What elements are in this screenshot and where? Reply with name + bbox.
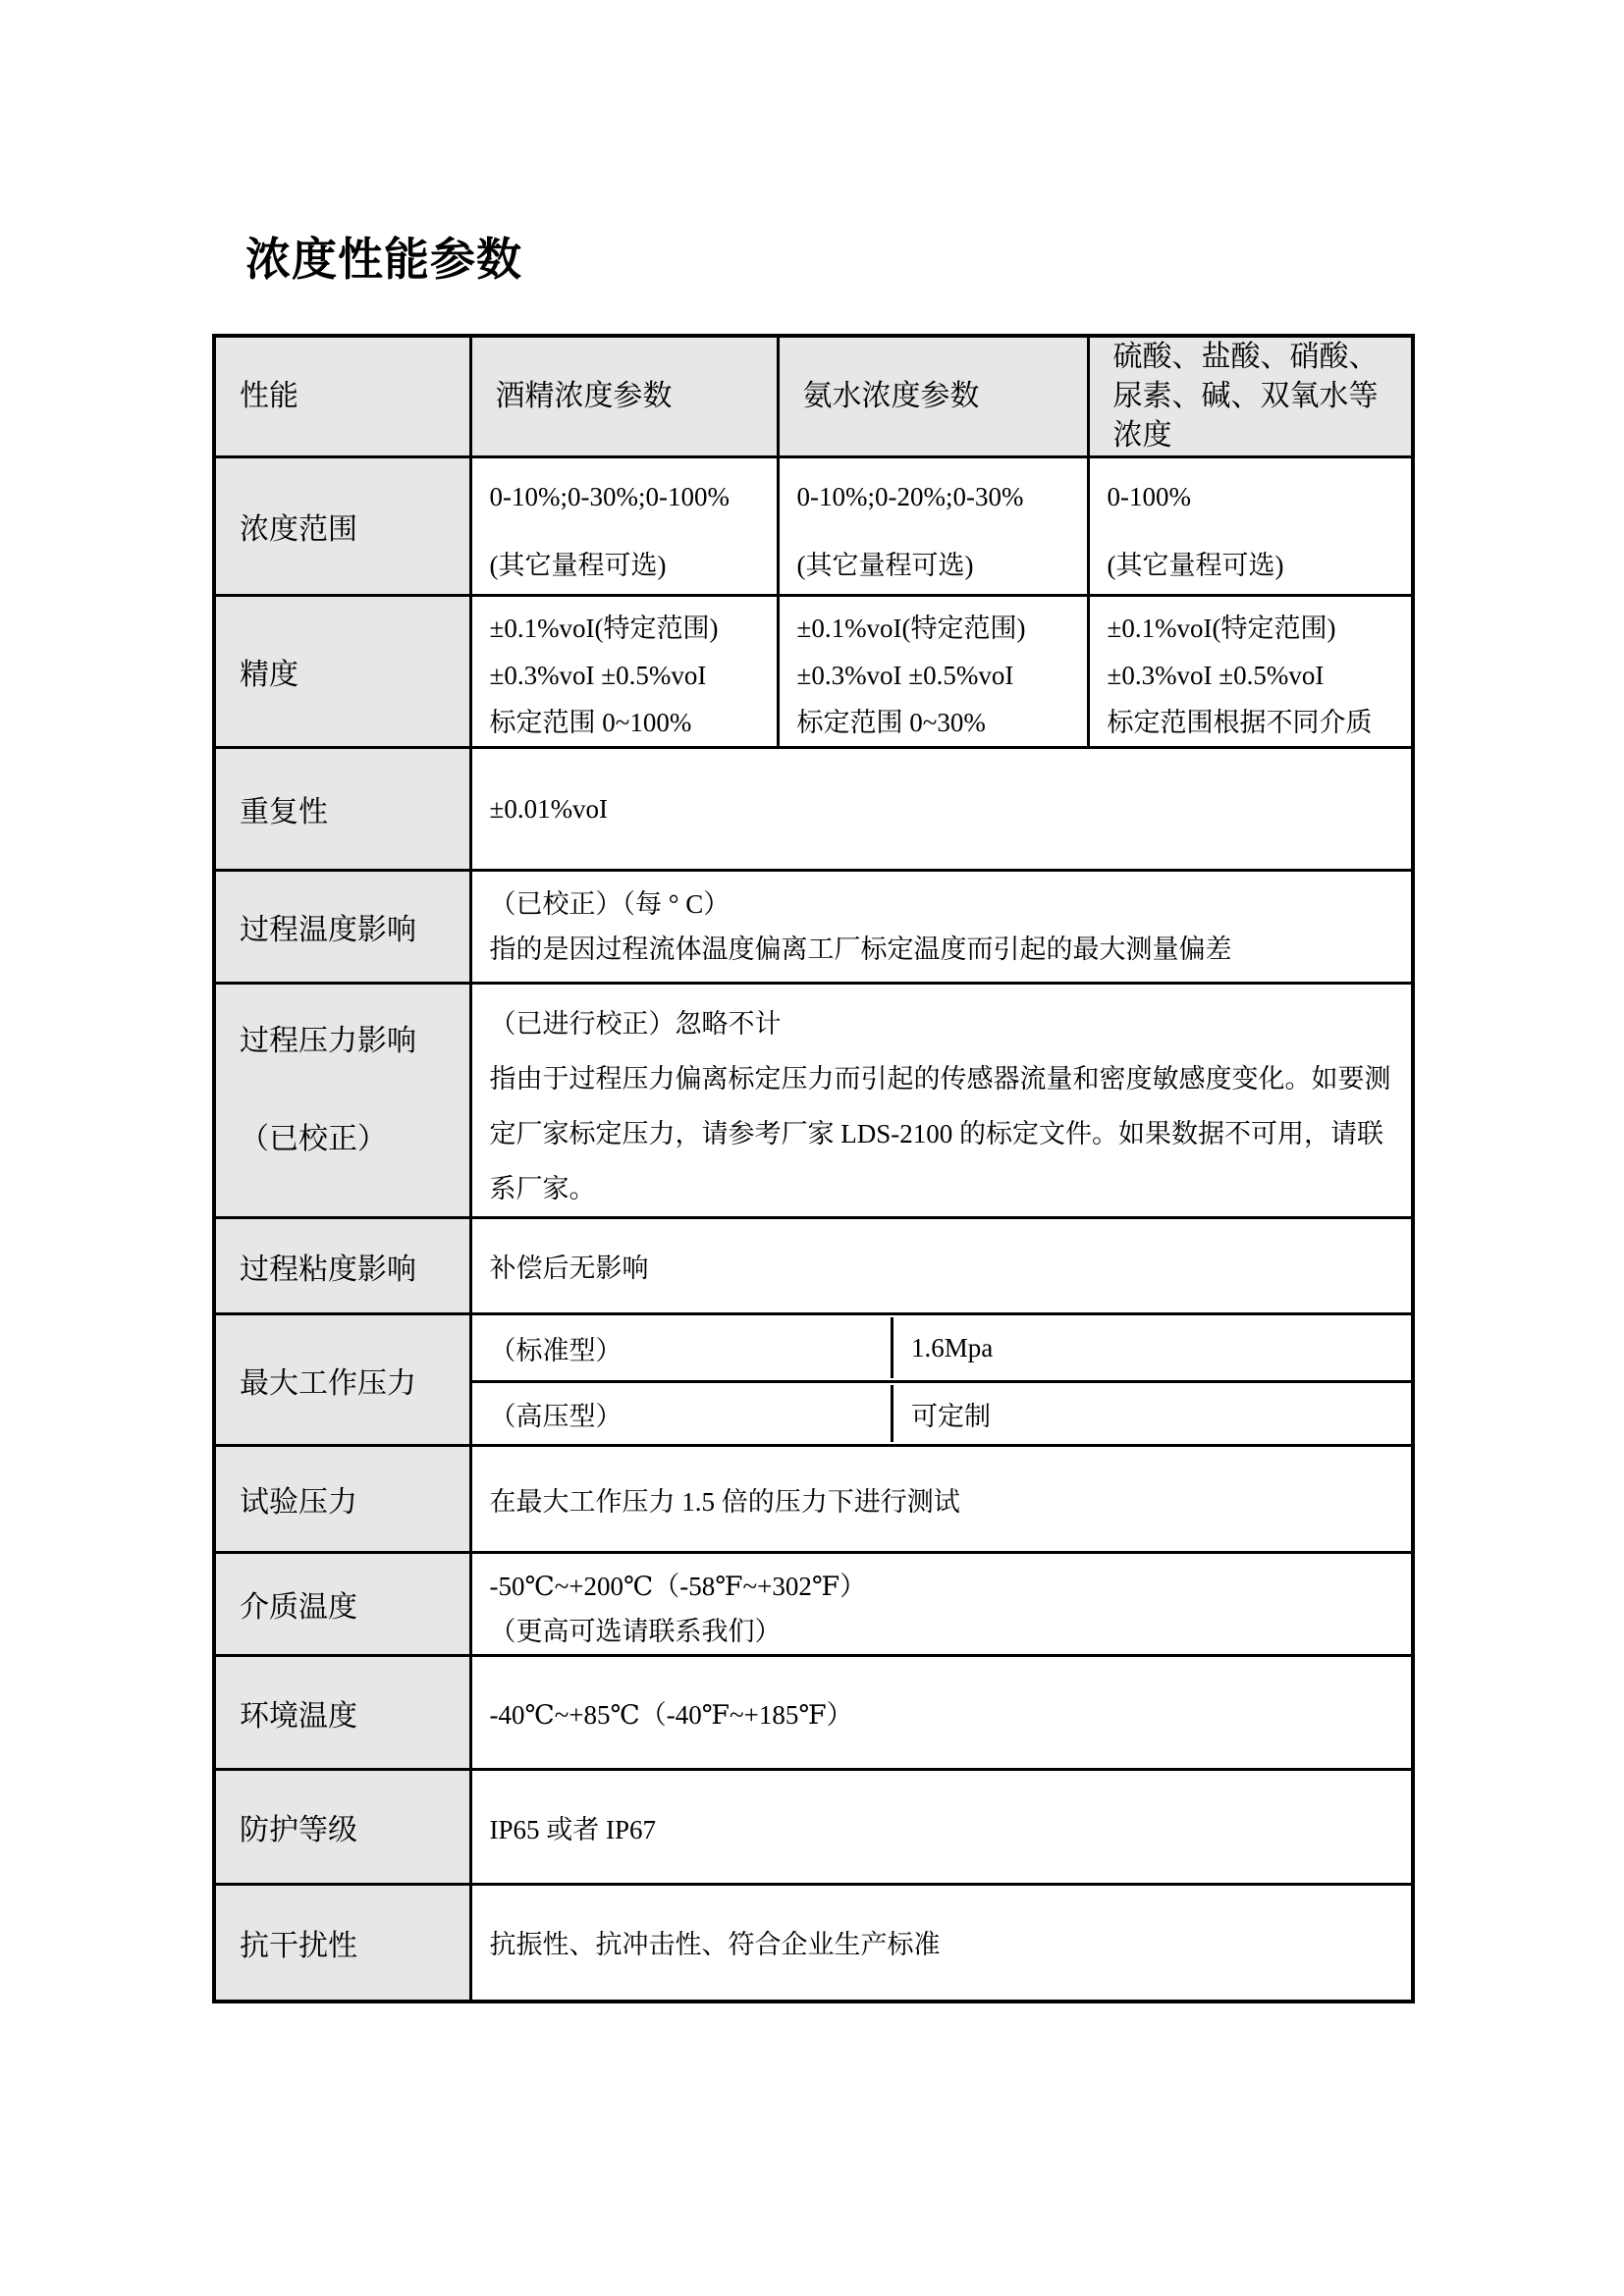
accuracy-alcohol-cell	[470, 596, 778, 748]
medium-temp-label: 介质温度	[214, 1553, 470, 1656]
range-label: 浓度范围	[214, 457, 470, 596]
viscosity-effect-value: 补偿后无影响	[470, 1218, 1413, 1314]
row-repeatability	[214, 748, 1413, 871]
accuracy-acids-cell	[1088, 596, 1413, 748]
max-pressure-standard-type: （标准型）	[472, 1317, 893, 1378]
repeatability-label: 重复性	[214, 748, 470, 871]
row-process-temp-effect	[214, 871, 1413, 984]
row-ambient-temp	[214, 1656, 1413, 1770]
max-pressure-label: 最大工作压力	[214, 1314, 470, 1446]
accuracy-alcohol-line3: 标定范围 0~100%	[489, 708, 692, 737]
row-medium-temp	[214, 1553, 1413, 1656]
page-title: 浓度性能参数	[245, 235, 522, 285]
range-acids-line2: (其它量程可选)	[1107, 551, 1284, 580]
max-pressure-high-cell	[470, 1382, 1413, 1446]
pressure-effect-label-line1: 过程压力影响	[240, 1025, 416, 1057]
header-acids: 硫酸、盐酸、硝酸、尿素、碱、双氧水等浓度	[1088, 336, 1413, 457]
medium-temp-line1: -50℃~+200℃（-58℉~+302℉）	[489, 1572, 867, 1601]
max-pressure-standard-cell	[470, 1314, 1413, 1382]
max-pressure-standard-value: 1.6Mpa	[910, 1332, 994, 1362]
accuracy-alcohol-line2: ±0.3%voI ±0.5%voI	[489, 661, 707, 690]
protection-label: 防护等级	[214, 1770, 470, 1885]
row-process-pressure-effect	[214, 984, 1413, 1218]
accuracy-ammonia-cell	[778, 596, 1088, 748]
spec-table	[212, 334, 1415, 2003]
medium-temp-cell	[470, 1553, 1413, 1656]
header-alcohol: 酒精浓度参数	[470, 336, 778, 457]
temp-effect-cell	[470, 871, 1413, 984]
row-test-pressure	[214, 1446, 1413, 1553]
test-pressure-label: 试验压力	[214, 1446, 470, 1553]
pressure-effect-cell	[470, 984, 1413, 1218]
pressure-effect-line1: （已进行校正）忽略不计	[489, 1009, 782, 1039]
row-max-pressure-standard	[214, 1314, 1413, 1382]
medium-temp-line2: （更高可选请联系我们）	[489, 1617, 782, 1646]
temp-effect-line1: （已校正）（每 ° C）	[489, 889, 731, 919]
protection-value: IP65 或者 IP67	[470, 1770, 1413, 1885]
range-alcohol-line1: 0-10%;0-30%;0-100%	[489, 482, 730, 511]
range-alcohol-line2: (其它量程可选)	[489, 551, 667, 580]
row-accuracy	[214, 596, 1413, 748]
pressure-effect-paragraph: 指由于过程压力偏离标定压力而引起的传感器流量和密度敏感度变化。如要测定厂家标定压力，请参考厂家 LDS-2100 的标定文件。如果数据不可用，请联系厂家。	[489, 1064, 1391, 1203]
range-acids-cell	[1088, 457, 1413, 596]
interference-value: 抗振性、抗冲击性、符合企业生产标准	[470, 1885, 1413, 2002]
accuracy-acids-line2: ±0.3%voI ±0.5%voI	[1107, 661, 1325, 690]
accuracy-ammonia-line3: 标定范围 0~30%	[796, 708, 986, 737]
ambient-temp-value: -40℃~+85℃（-40℉~+185℉）	[470, 1656, 1413, 1770]
temp-effect-label: 过程温度影响	[214, 871, 470, 984]
ambient-temp-label: 环境温度	[214, 1656, 470, 1770]
accuracy-acids-line3: 标定范围根据不同介质	[1107, 708, 1373, 737]
header-row	[214, 336, 1413, 457]
accuracy-label: 精度	[214, 596, 470, 748]
repeatability-value: ±0.01%voI	[470, 748, 1413, 871]
accuracy-acids-line1: ±0.1%voI(特定范围)	[1107, 614, 1336, 643]
row-interference-resistance	[214, 1885, 1413, 2002]
max-pressure-high-value: 可定制	[910, 1401, 991, 1431]
range-ammonia-cell	[778, 457, 1088, 596]
test-pressure-value: 在最大工作压力 1.5 倍的压力下进行测试	[470, 1446, 1413, 1553]
accuracy-ammonia-line2: ±0.3%voI ±0.5%voI	[796, 661, 1014, 690]
pressure-effect-label	[214, 984, 470, 1218]
accuracy-alcohol-line1: ±0.1%voI(特定范围)	[489, 614, 719, 643]
viscosity-effect-label: 过程粘度影响	[214, 1218, 470, 1314]
max-pressure-high-type: （高压型）	[472, 1385, 893, 1442]
interference-label: 抗干扰性	[214, 1885, 470, 2002]
header-performance: 性能	[214, 336, 470, 457]
row-concentration-range	[214, 457, 1413, 596]
pressure-effect-label-line2: （已校正）	[240, 1123, 387, 1155]
range-ammonia-line2: (其它量程可选)	[796, 551, 974, 580]
header-ammonia: 氨水浓度参数	[778, 336, 1088, 457]
accuracy-ammonia-line1: ±0.1%voI(特定范围)	[796, 614, 1026, 643]
range-ammonia-line1: 0-10%;0-20%;0-30%	[796, 482, 1024, 511]
row-viscosity-effect	[214, 1218, 1413, 1314]
range-acids-line1: 0-100%	[1107, 482, 1191, 511]
temp-effect-line2: 指的是因过程流体温度偏离工厂标定温度而引起的最大测量偏差	[489, 934, 1232, 964]
row-protection-rating	[214, 1770, 1413, 1885]
range-alcohol-cell	[470, 457, 778, 596]
